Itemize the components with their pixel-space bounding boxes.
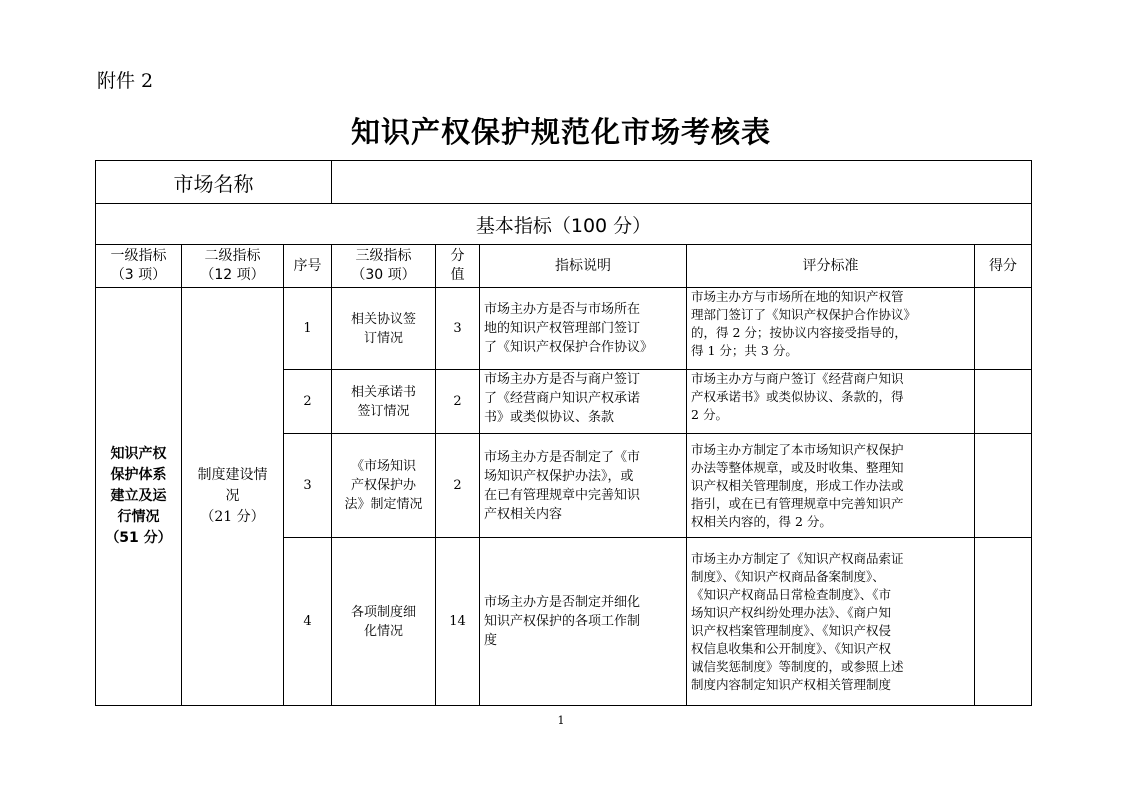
indicator-line: 相关协议签 xyxy=(351,311,417,327)
level2-line: 况 xyxy=(225,488,240,504)
indicator-line: 化情况 xyxy=(364,623,404,639)
criteria-line: 理部门签订了《知识产权保护合作协议》 xyxy=(691,307,917,322)
document-title: 知识产权保护规范化市场考核表 xyxy=(350,115,771,149)
page-number: 1 xyxy=(557,714,565,727)
desc-line: 在已有管理规章中完善知识 xyxy=(484,487,641,503)
row-seq: 3 xyxy=(284,434,332,538)
header-points: 得分 xyxy=(975,245,1032,288)
row-indicator xyxy=(332,370,436,434)
header-level1-count: （3 项） xyxy=(110,267,167,283)
row-indicator xyxy=(332,434,436,538)
row-description xyxy=(480,538,687,706)
header-score-value xyxy=(436,245,480,288)
criteria-line: 市场主办方制定了《知识产权商品索证 xyxy=(691,550,904,566)
criteria-line: 市场主办方制定了本市场知识产权保护 xyxy=(691,441,904,457)
section-title: 基本指标（100 分） xyxy=(96,204,1032,245)
table-row xyxy=(96,288,1032,370)
row-points[interactable] xyxy=(975,434,1032,538)
header-level3-label: 三级指标 xyxy=(355,248,412,264)
row-criteria xyxy=(687,288,975,370)
desc-line: 书》或类似协议、条款 xyxy=(484,410,615,425)
desc-line: 市场主办方是否与商户签订 xyxy=(484,372,641,387)
row-value: 3 xyxy=(436,288,480,370)
level2-indicator xyxy=(182,288,284,706)
criteria-line: 的，得 2 分；按协议内容接受指导的， xyxy=(691,325,907,340)
header-level1 xyxy=(96,245,182,288)
level1-indicator xyxy=(96,288,182,706)
header-row xyxy=(96,245,1032,288)
criteria-line: 权信息收集和公开制度》、《知识产权 xyxy=(691,640,892,656)
criteria-line: 诚信奖惩制度》等制度的，或参照上述 xyxy=(691,658,904,674)
criteria-line: 识产权相关管理制度，形成工作办法或 xyxy=(691,477,904,493)
header-criteria: 评分标准 xyxy=(687,245,975,288)
row-points[interactable] xyxy=(975,538,1032,706)
desc-line: 市场主办方是否与市场所在 xyxy=(484,302,641,317)
criteria-line: 制度内容制定知识产权相关管理制度 xyxy=(691,676,892,692)
market-name-value[interactable] xyxy=(332,161,1032,204)
header-seq: 序号 xyxy=(284,245,332,288)
desc-line: 市场主办方是否制定并细化 xyxy=(484,595,641,610)
criteria-line: 识产权档案管理制度》、《知识产权侵 xyxy=(691,622,892,638)
header-level3 xyxy=(332,245,436,288)
level1-line: 知识产权 xyxy=(110,446,167,462)
row-indicator xyxy=(332,538,436,706)
level2-score: （21 分） xyxy=(200,509,265,525)
row-criteria xyxy=(687,434,975,538)
indicator-line: 法》制定情况 xyxy=(344,497,423,512)
criteria-line: 市场主办方与商户签订《经营商户知识 xyxy=(691,371,904,386)
criteria-line: 办法等整体规章，或及时收集、整理知 xyxy=(691,459,904,475)
header-level2-count: （12 项） xyxy=(200,267,265,283)
row-value: 2 xyxy=(436,370,480,434)
assessment-table xyxy=(95,160,1032,706)
indicator-line: 《市场知识 xyxy=(351,459,417,474)
level1-line: 行情况 xyxy=(117,509,160,525)
desc-line: 了《知识产权保护合作协议》 xyxy=(484,340,654,355)
desc-line: 产权相关内容 xyxy=(484,506,563,522)
criteria-line: 指引，或在已有管理规章中完善知识产 xyxy=(691,495,904,511)
indicator-line: 签订情况 xyxy=(357,403,410,419)
row-value: 2 xyxy=(436,434,480,538)
header-score-line2: 值 xyxy=(450,267,465,283)
row-criteria xyxy=(687,538,975,706)
header-level2 xyxy=(182,245,284,288)
desc-line: 度 xyxy=(484,633,498,648)
row-description xyxy=(480,434,687,538)
desc-line: 了《经营商户知识产权承诺 xyxy=(484,391,641,406)
indicator-line: 产权保护办 xyxy=(351,478,417,493)
level1-score: （51 分） xyxy=(105,530,172,546)
criteria-line: 权相关内容的，得 2 分。 xyxy=(691,513,832,529)
criteria-line: 制度》、《知识产权商品备案制度》、 xyxy=(691,568,885,584)
criteria-line: 市场主办方与市场所在地的知识产权管 xyxy=(691,289,904,304)
row-points[interactable] xyxy=(975,288,1032,370)
criteria-line: 产权承诺书》或类似协议、条款的，得 xyxy=(691,389,904,404)
level1-line: 建立及运 xyxy=(110,488,167,504)
row-points[interactable] xyxy=(975,370,1032,434)
level1-line: 保护体系 xyxy=(110,467,167,483)
row-indicator xyxy=(332,288,436,370)
criteria-line: 场知识产权纠纷处理办法》、《商户知 xyxy=(691,604,892,620)
desc-line: 地的知识产权管理部门签订 xyxy=(484,321,641,336)
indicator-line: 相关承诺书 xyxy=(351,384,417,400)
row-description xyxy=(480,370,687,434)
market-name-label: 市场名称 xyxy=(96,161,332,204)
row-seq: 1 xyxy=(284,288,332,370)
market-name-row xyxy=(96,161,1032,204)
row-value: 14 xyxy=(436,538,480,706)
criteria-line: 得 1 分；共 3 分。 xyxy=(691,343,798,358)
header-level1-label: 一级指标 xyxy=(110,248,167,264)
row-description xyxy=(480,288,687,370)
header-description: 指标说明 xyxy=(480,245,687,288)
desc-line: 知识产权保护的各项工作制 xyxy=(484,614,641,629)
indicator-line: 各项制度细 xyxy=(351,604,417,620)
criteria-line: 2 分。 xyxy=(691,407,728,422)
header-level3-count: （30 项） xyxy=(351,267,416,283)
row-criteria xyxy=(687,370,975,434)
desc-line: 市场主办方是否制定了《市 xyxy=(484,449,641,465)
section-title-row xyxy=(96,204,1032,245)
header-level2-label: 二级指标 xyxy=(204,248,261,264)
attachment-label: 附件 2 xyxy=(97,70,154,92)
row-seq: 2 xyxy=(284,370,332,434)
level2-line: 制度建设情 xyxy=(197,467,268,483)
row-seq: 4 xyxy=(284,538,332,706)
header-score-line1: 分 xyxy=(450,248,465,264)
indicator-line: 订情况 xyxy=(364,330,404,346)
criteria-line: 《知识产权商品日常检查制度》、《市 xyxy=(691,586,892,602)
desc-line: 场知识产权保护办法》，或 xyxy=(484,468,634,484)
